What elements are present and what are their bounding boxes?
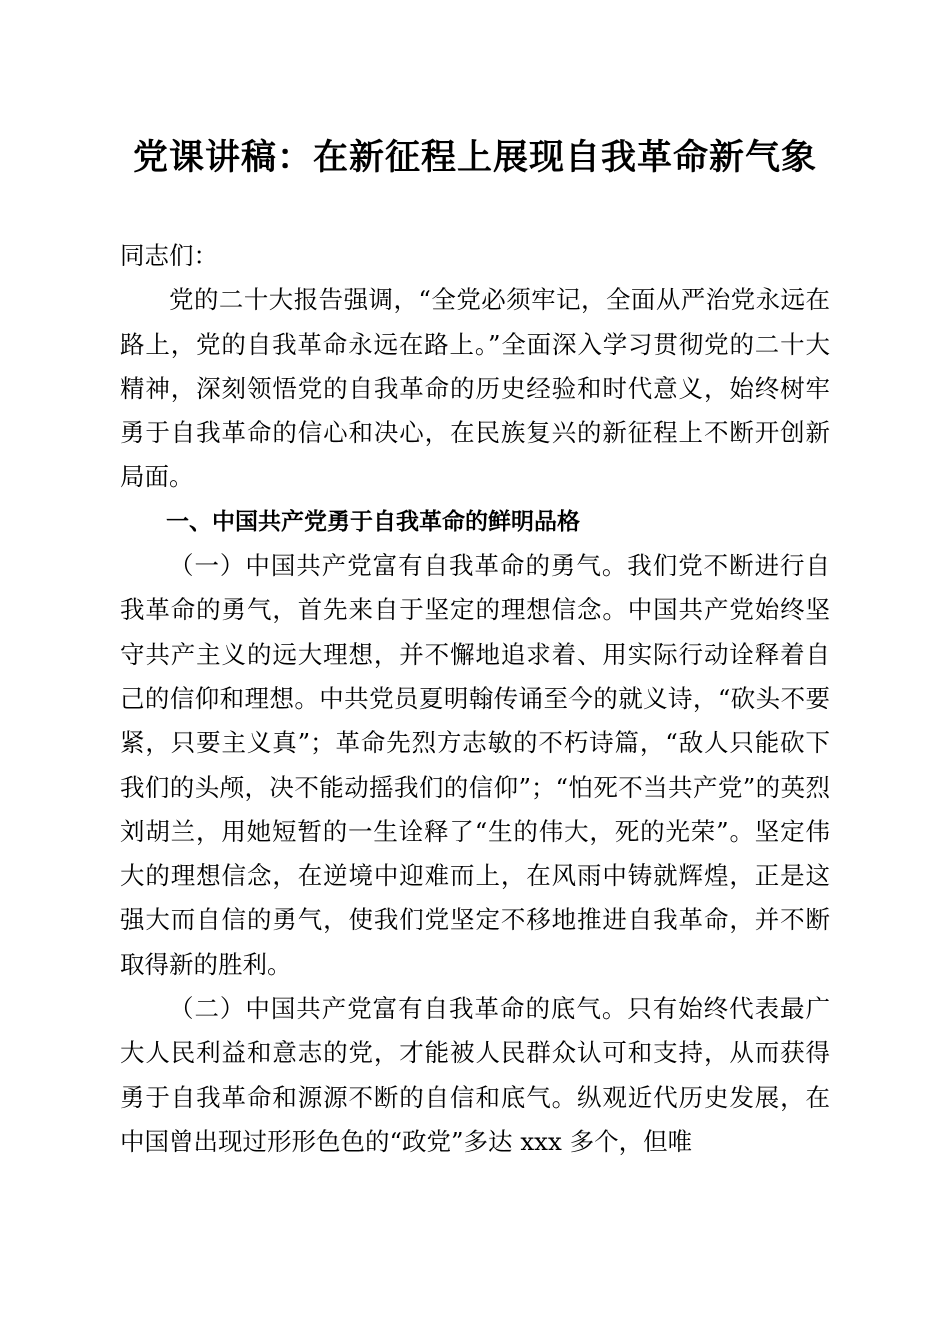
document-title: 党课讲稿：在新征程上展现自我革命新气象: [132, 137, 817, 178]
salutation: 同志们：: [120, 241, 218, 270]
section-heading: 一、中国共产党勇于自我革命的鲜明品格: [166, 508, 580, 535]
paragraph-courage: （一）中国共产党富有自我革命的勇气。我们党不断进行自我革命的勇气，首先来自于坚定的理想信念。中国共产党始终坚守共产主义的远大理想，并不懈地追求着、用实际行动诠释着自己的信仰和理想。中共党员夏明翰传诵至今的就义诗，“砍头不要紧，只要主义真”；革命先烈方志敏的不朽诗篇，“敌人只能砍下我们的头颅，决不能动摇我们的信仰”；“怕死不当共产党”的英烈刘胡兰，用她短暂的一生诠释了“生的伟大，死的光荣”。坚定伟大的理想信念，在逆境中迎难而上，在风雨中铸就辉煌，正是这强大而自信的勇气，使我们党坚定不移地推进自我革命，并不断取得新的胜利。: [120, 551, 830, 979]
intro-paragraph: 党的二十大报告强调，“全党必须牢记，全面从严治党永远在路上，党的自我革命永远在路上。”全面深入学习贯彻党的二十大精神，深刻领悟党的自我革命的历史经验和时代意义，始终树牢勇于自我革命的信心和决心，在民族复兴的新征程上不断开创新局面。: [120, 285, 830, 492]
document-body: [120, 234, 830, 1164]
paragraph-confidence: （二）中国共产党富有自我革命的底气。只有始终代表最广大人民利益和意志的党，才能被人民群众认可和支持，从而获得勇于自我革命和源源不断的自信和底气。纵观近代历史发展，在中国曾出现过形形色色的“政党”多达 xxx 多个，但唯: [120, 994, 830, 1156]
